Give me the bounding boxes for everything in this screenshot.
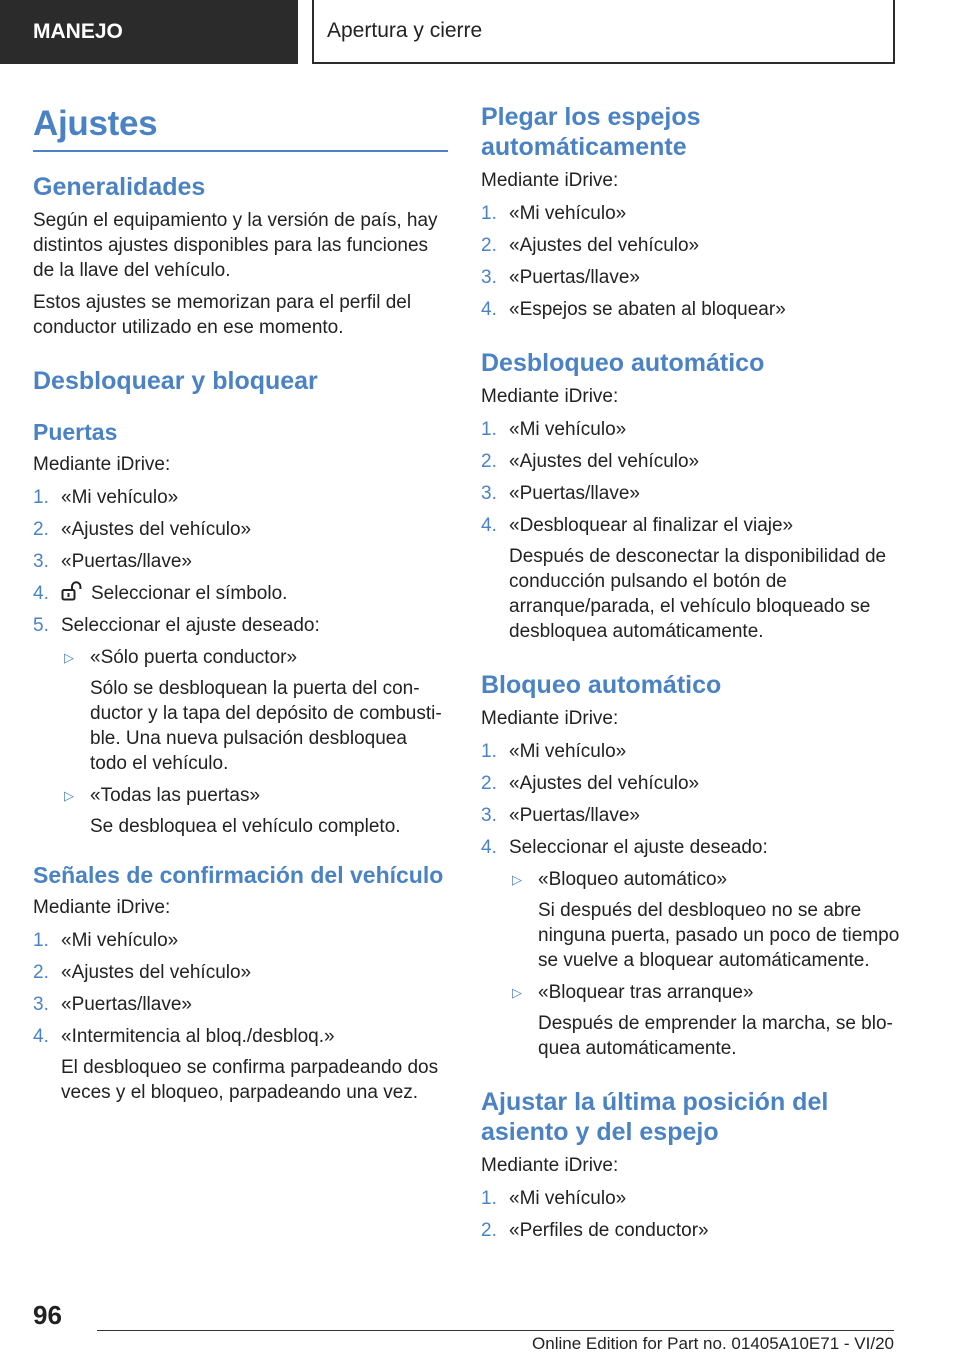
intro-text: Mediante iDrive: (33, 897, 171, 918)
edition-text: Online Edition for Part no. 01405A10E71 - VI/20 (532, 1334, 894, 1353)
list-item: 2. «Ajustes del vehículo» (33, 962, 252, 983)
sub-item: ▷ «Todas las puertas» Se desbloquea el vehículo completo. (64, 785, 401, 837)
list-item: 2. «Ajustes del vehículo» (481, 235, 700, 256)
list-item: 4. «Espejos se abaten al bloquear» (481, 299, 786, 320)
page-title: Ajustes (33, 104, 448, 152)
list-item: 4. «Intermitencia al bloq./desbloq.» El desbloqueo se confirma parpadeando dos veces y el bloqueo, parpadeando una vez. (33, 1024, 448, 1105)
paragraph: Estos ajustes se memorizan para el perfil del conductor utilizado en ese momento. (33, 292, 412, 338)
sub-item: ▷ «Bloquear tras arranque» Después de emprender la marcha, se bloquea automáticamente. (512, 982, 893, 1059)
list-item: 2. «Ajustes del vehículo» (481, 451, 700, 472)
triangle-icon: ▷ (64, 650, 74, 665)
footer-rule (97, 1330, 894, 1331)
list-item: 4. «Desbloquear al finalizar el viaje» Después de desconectar la disponibilidad de conducción pulsando el botón de arranque/parada, el vehículo bloqueado se desbloquea automáticamente. (481, 513, 901, 644)
steps-list (481, 739, 901, 1061)
note-text: Después de desconectar la disponibilidad de conducción pulsando el botón de arranque/parada, el vehículo bloqueado se desbloquea automáticamente. (509, 546, 887, 642)
list-item: 5. Seleccionar el ajuste deseado: ▷ «Sólo puerta conductor» Sólo se desbloquean la puerta del conductor y la tapa del depósito de combustible. Una nueva pulsación desbloquea todo el vehículo. ▷ «Todas las puertas» Se desbloquea el vehículo completo. (33, 613, 448, 839)
list-item: 3. «Puertas/llave» (481, 805, 640, 826)
note-text: El desbloqueo se confirma parpadeando dos veces y el bloqueo, parpadeando una vez. (61, 1057, 439, 1103)
paragraph: Según el equipamiento y la versión de país, hay distintos ajustes disponibles para las funciones de la llave del vehículo. (33, 210, 438, 281)
intro-text: Mediante iDrive: (481, 1155, 619, 1176)
page-number: 96 (33, 1300, 62, 1330)
unlock-icon (61, 581, 83, 601)
list-item: 1. «Mi vehículo» (481, 1188, 627, 1209)
heading-confirmacion: Señales de confirmación del vehículo (33, 862, 444, 888)
list-item: 1. «Mi vehículo» (33, 487, 179, 508)
steps-list (33, 928, 448, 1105)
heading-espejos: Plegar los espejos automáticamente (481, 103, 701, 161)
left-column (33, 100, 448, 1112)
list-item: 1. «Mi vehículo» (33, 930, 179, 951)
page-footer (0, 1290, 960, 1362)
steps-list (33, 485, 448, 839)
page-header (0, 0, 960, 66)
heading-bloqueo-auto: Bloqueo automático (481, 671, 722, 699)
heading-puertas: Puertas (33, 419, 118, 445)
steps-list (481, 201, 901, 322)
chapter-title: Apertura y cierre (312, 0, 895, 64)
triangle-icon: ▷ (512, 985, 522, 1000)
list-item: 3. «Puertas/llave» (481, 267, 640, 288)
steps-list (481, 417, 901, 644)
list-item: 3. «Puertas/llave» (33, 994, 192, 1015)
heading-desbloqueo-auto: Desbloqueo automático (481, 349, 765, 377)
section-tab: MANEJO (0, 0, 298, 64)
list-item: 1. «Mi vehículo» (481, 203, 627, 224)
list-item: 4. Seleccionar el ajuste deseado: ▷ «Bloqueo automático» Si después del desbloqueo no se abre ninguna puerta, pasado un poco de tiempo se vuelve a bloquear automáticamente. ▷ «Bloquear tras arranque» Después de emprender la marcha, se bloquea automáticamente. (481, 837, 900, 1059)
list-item: 2. «Perfiles de conductor» (481, 1220, 709, 1241)
intro-text: Mediante iDrive: (481, 170, 619, 191)
steps-list (481, 1186, 901, 1243)
sub-item: ▷ «Bloqueo automático» Si después del desbloqueo no se abre ninguna puerta, pasado un poco de tiempo se vuelve a bloquear automáticamente. (512, 869, 900, 971)
right-column (481, 100, 901, 1250)
list-item: 4. Seleccionar el símbolo. (33, 583, 288, 604)
list-item: 2. «Ajustes del vehículo» (33, 519, 252, 540)
sub-item: ▷ «Sólo puerta conductor» Sólo se desbloquean la puerta del conductor y la tapa del depósito de combustible. Una nueva pulsación desbloquea todo el vehículo. (64, 647, 442, 774)
list-item: 1. «Mi vehículo» (481, 741, 627, 762)
list-item: 3. «Puertas/llave» (481, 483, 640, 504)
list-item: 1. «Mi vehículo» (481, 419, 627, 440)
intro-text: Mediante iDrive: (481, 708, 619, 729)
triangle-icon: ▷ (64, 788, 74, 803)
heading-desbloquear: Desbloquear y bloquear (33, 367, 318, 395)
intro-text: Mediante iDrive: (33, 454, 171, 475)
intro-text: Mediante iDrive: (481, 386, 619, 407)
triangle-icon: ▷ (512, 872, 522, 887)
heading-asiento-espejo: Ajustar la última posición del asiento y del espejo (481, 1088, 829, 1146)
heading-generalidades: Generalidades (33, 173, 206, 201)
list-item: 3. «Puertas/llave» (33, 551, 192, 572)
list-item: 2. «Ajustes del vehículo» (481, 773, 700, 794)
